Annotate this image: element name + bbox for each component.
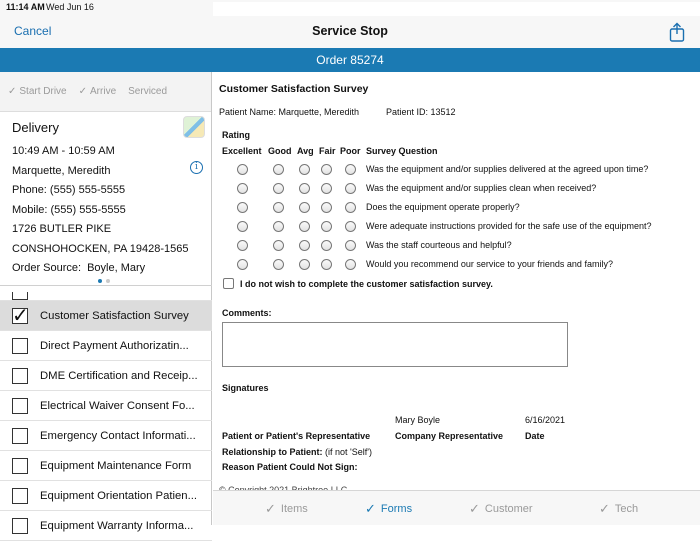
form-list-item[interactable]: DME Certification and Receip... — [0, 361, 212, 391]
column-avg: Avg — [297, 146, 314, 156]
checkbox[interactable] — [12, 518, 28, 534]
comments-input[interactable] — [222, 322, 568, 367]
radio-excellent[interactable] — [237, 240, 248, 251]
radio-fair[interactable] — [321, 240, 332, 251]
radio-fair[interactable] — [321, 164, 332, 175]
radio-excellent[interactable] — [237, 221, 248, 232]
checkbox[interactable] — [12, 338, 28, 354]
radio-fair[interactable] — [321, 221, 332, 232]
tab-bar — [213, 490, 700, 525]
opt-out-row[interactable] — [223, 278, 493, 289]
checkbox[interactable] — [12, 368, 28, 384]
opt-out-label: I do not wish to complete the customer satisfaction survey. — [240, 278, 493, 289]
form-list-item[interactable]: ✓ Customer Satisfaction Survey — [0, 301, 212, 331]
status-date: Wed Jun 16 — [46, 2, 94, 12]
page-title: Service Stop — [312, 24, 388, 38]
reason-field[interactable]: Reason Patient Could Not Sign: — [222, 462, 358, 472]
arrive-button[interactable]: ✓ Arrive — [78, 86, 117, 97]
checkbox[interactable] — [12, 308, 28, 324]
survey-question-text: Were adequate instructions provided for the safe use of the equipment? — [366, 221, 652, 231]
form-list-item[interactable]: Electrical Waiver Consent Fo... — [0, 391, 212, 421]
radio-excellent[interactable] — [237, 183, 248, 194]
radio-poor[interactable] — [345, 164, 356, 175]
rating-heading: Rating — [222, 130, 250, 140]
radio-good[interactable] — [273, 240, 284, 251]
column-poor: Poor — [340, 146, 361, 156]
patient-signature-label[interactable]: Patient or Patient's Representative — [222, 431, 371, 441]
check-icon: ✓ — [8, 86, 17, 97]
check-icon: ✓ — [78, 86, 88, 97]
survey-question-text: Would you recommend our service to your friends and family? — [366, 259, 613, 269]
survey-question-text: Was the equipment and/or supplies delivered at the agreed upon time? — [366, 164, 649, 174]
customer-name: Marquette, Meredith — [12, 164, 111, 177]
date-label: Date — [525, 431, 545, 441]
radio-fair[interactable] — [321, 183, 332, 194]
forms-list — [0, 285, 212, 541]
radio-poor[interactable] — [345, 183, 356, 194]
survey-question-text: Does the equipment operate properly? — [366, 202, 520, 212]
form-list-item[interactable] — [0, 286, 212, 301]
column-fair: Fair — [319, 146, 336, 156]
address-line-2: CONSHOHOCKEN, PA 19428-1565 — [12, 242, 189, 255]
radio-excellent[interactable] — [237, 202, 248, 213]
tab-items[interactable]: ✓ Items — [265, 501, 308, 516]
survey-question-row — [213, 218, 700, 237]
patient-id: Patient ID: 13512 — [386, 107, 456, 117]
status-bar — [0, 0, 700, 16]
checkbox[interactable] — [12, 488, 28, 504]
opt-out-checkbox[interactable] — [223, 278, 234, 289]
cancel-button[interactable]: Cancel — [14, 24, 52, 38]
company-rep-name: Mary Boyle — [395, 415, 441, 425]
info-icon[interactable]: i — [190, 161, 203, 174]
form-list-item[interactable]: Equipment Orientation Patien... — [0, 481, 212, 511]
radio-poor[interactable] — [345, 202, 356, 213]
radio-good[interactable] — [273, 221, 284, 232]
survey-question-row — [213, 180, 700, 199]
serviced-button[interactable]: Serviced — [128, 86, 168, 97]
mobile-number[interactable]: Mobile: (555) 555-5555 — [12, 203, 126, 216]
maps-icon[interactable] — [183, 116, 205, 138]
survey-form — [213, 72, 700, 490]
column-good: Good — [268, 146, 292, 156]
check-icon: ✓ — [599, 501, 610, 516]
checkbox[interactable] — [12, 458, 28, 474]
share-icon[interactable] — [668, 22, 686, 42]
signature-date: 6/16/2021 — [525, 415, 566, 425]
signatures-heading: Signatures — [222, 383, 269, 393]
radio-avg[interactable] — [299, 221, 310, 232]
check-icon: ✓ — [265, 501, 276, 516]
delivery-heading: Delivery — [12, 120, 59, 135]
radio-excellent[interactable] — [237, 259, 248, 270]
checkbox[interactable] — [12, 398, 28, 414]
radio-excellent[interactable] — [237, 164, 248, 175]
checkbox[interactable] — [12, 292, 28, 300]
radio-poor[interactable] — [345, 259, 356, 270]
radio-good[interactable] — [273, 183, 284, 194]
radio-avg[interactable] — [299, 183, 310, 194]
delivery-card — [0, 112, 211, 285]
stop-actions-bar — [0, 72, 211, 112]
checkbox[interactable] — [12, 428, 28, 444]
navigation-bar — [0, 16, 700, 48]
status-time: 11:14 AM — [6, 2, 45, 12]
radio-avg[interactable] — [299, 240, 310, 251]
page-indicator — [98, 279, 110, 283]
delivery-time: 10:49 AM - 10:59 AM — [12, 145, 115, 157]
survey-question-row — [213, 199, 700, 218]
radio-good[interactable] — [273, 164, 284, 175]
tab-tech[interactable]: ✓ Tech — [599, 501, 639, 516]
radio-poor[interactable] — [345, 240, 356, 251]
radio-fair[interactable] — [321, 259, 332, 270]
radio-avg[interactable] — [299, 259, 310, 270]
comments-label: Comments: — [222, 308, 272, 318]
radio-avg[interactable] — [299, 202, 310, 213]
relationship-field[interactable]: Relationship to Patient: (if not 'Self') — [222, 447, 372, 457]
form-list-item[interactable]: Emergency Contact Informati... — [0, 421, 212, 451]
patient-name: Patient Name: Marquette, Meredith — [219, 107, 360, 117]
radio-avg[interactable] — [299, 164, 310, 175]
form-list-item[interactable]: Equipment Maintenance Form — [0, 451, 212, 481]
order-source: Order Source: Boyle, Mary — [12, 262, 146, 274]
survey-question-row — [213, 237, 700, 256]
radio-fair[interactable] — [321, 202, 332, 213]
order-header: Order 85274 — [0, 48, 700, 72]
survey-question-text: Was the staff courteous and helpful? — [366, 240, 512, 250]
survey-title: Customer Satisfaction Survey — [219, 83, 369, 95]
start-drive-button[interactable]: ✓ Start Drive — [8, 86, 67, 97]
survey-question-row — [213, 161, 700, 180]
form-list-item[interactable]: Equipment Warranty Informa... — [0, 511, 212, 541]
survey-question-text: Was the equipment and/or supplies clean when received? — [366, 183, 597, 193]
address-line-1: 1726 BUTLER PIKE — [12, 223, 112, 235]
column-excellent: Excellent — [222, 146, 262, 156]
radio-good[interactable] — [273, 259, 284, 270]
tab-forms[interactable]: ✓ Forms — [365, 501, 413, 516]
survey-question-row — [213, 256, 700, 275]
radio-poor[interactable] — [345, 221, 356, 232]
radio-good[interactable] — [273, 202, 284, 213]
stop-details-panel — [0, 72, 212, 532]
tab-customer[interactable]: ✓ Customer — [469, 501, 533, 516]
column-question: Survey Question — [366, 146, 438, 156]
check-icon: ✓ — [469, 501, 480, 516]
check-icon: ✓ — [365, 501, 376, 516]
company-signature-label[interactable]: Company Representative — [395, 431, 504, 441]
form-list-item[interactable]: Direct Payment Authorizatin... — [0, 331, 212, 361]
phone-number[interactable]: Phone: (555) 555-5555 — [12, 184, 126, 196]
